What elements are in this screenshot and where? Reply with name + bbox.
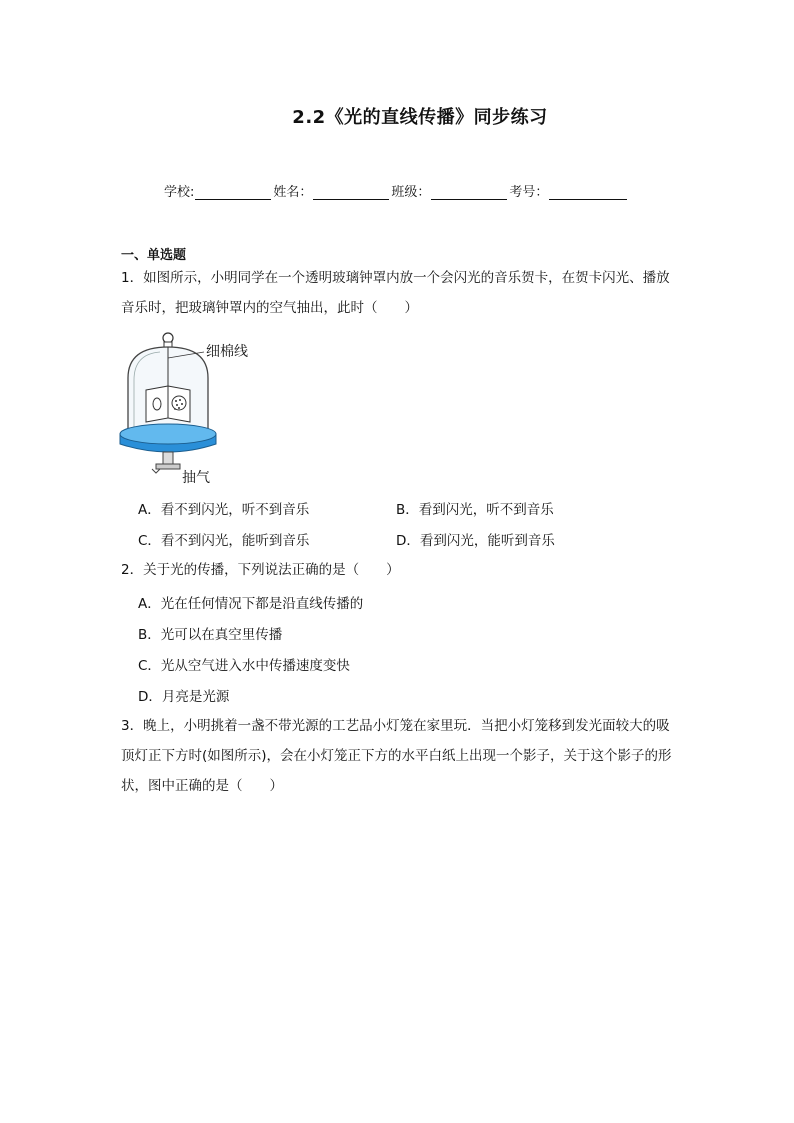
figure-label-pump: 抽气 (182, 470, 210, 486)
school-label: 学校: (164, 185, 195, 200)
question-2-text: 2．关于光的传播，下列说法正确的是（ ） (121, 562, 400, 578)
greeting-card-left (146, 386, 168, 422)
air-valve (163, 452, 173, 464)
jar-knob-neck (164, 342, 172, 347)
page-title: 2.2《光的直线传播》同步练习 (292, 107, 548, 128)
school-blank[interactable] (195, 185, 271, 200)
greeting-card-right (168, 386, 190, 422)
exam-number-blank[interactable] (549, 185, 627, 200)
name-blank[interactable] (313, 185, 389, 200)
q2-option-d[interactable]: D．月亮是光源 (138, 689, 230, 705)
valve-arrow-icon (152, 469, 160, 473)
q2-option-c[interactable]: C．光从空气进入水中传播速度变快 (138, 658, 350, 674)
name-label: 姓名： (273, 185, 313, 200)
q1-option-a[interactable]: A．看不到闪光，听不到音乐 (138, 502, 310, 518)
question-3-text: 3．晚上，小明挑着一盏不带光源的工艺品小灯笼在家里玩．当把小灯笼移到发光面较大的吸顶灯正下方时(如图所示)，会在小灯笼正下方的水平白纸上出现一个影子，关于这个影子的形状，图中正确的是（ ） (121, 718, 672, 794)
valve-handle (156, 464, 180, 469)
question-1-text: 1．如图所示，小明同学在一个透明玻璃钟罩内放一个会闪光的音乐贺卡，在贺卡闪光、播放音乐时，把玻璃钟罩内的空气抽出，此时（ ） (121, 270, 670, 316)
class-label: 班级： (391, 185, 431, 200)
base-top (120, 424, 216, 444)
student-info-row (164, 181, 629, 200)
q1-option-c[interactable]: C．看不到闪光，能听到音乐 (138, 533, 310, 549)
q1-option-d[interactable]: D．看到闪光，能听到音乐 (396, 533, 555, 549)
exam-number-label: 考号： (509, 185, 549, 200)
section-heading: 一、单选题 (121, 248, 187, 263)
q1-option-b[interactable]: B．看到闪光，听不到音乐 (396, 502, 554, 518)
q2-option-b[interactable]: B．光可以在真空里传播 (138, 627, 283, 643)
figure-label-string: 细棉线 (206, 344, 248, 360)
class-blank[interactable] (431, 185, 507, 200)
q2-option-a[interactable]: A．光在任何情况下都是沿直线传播的 (138, 596, 364, 612)
